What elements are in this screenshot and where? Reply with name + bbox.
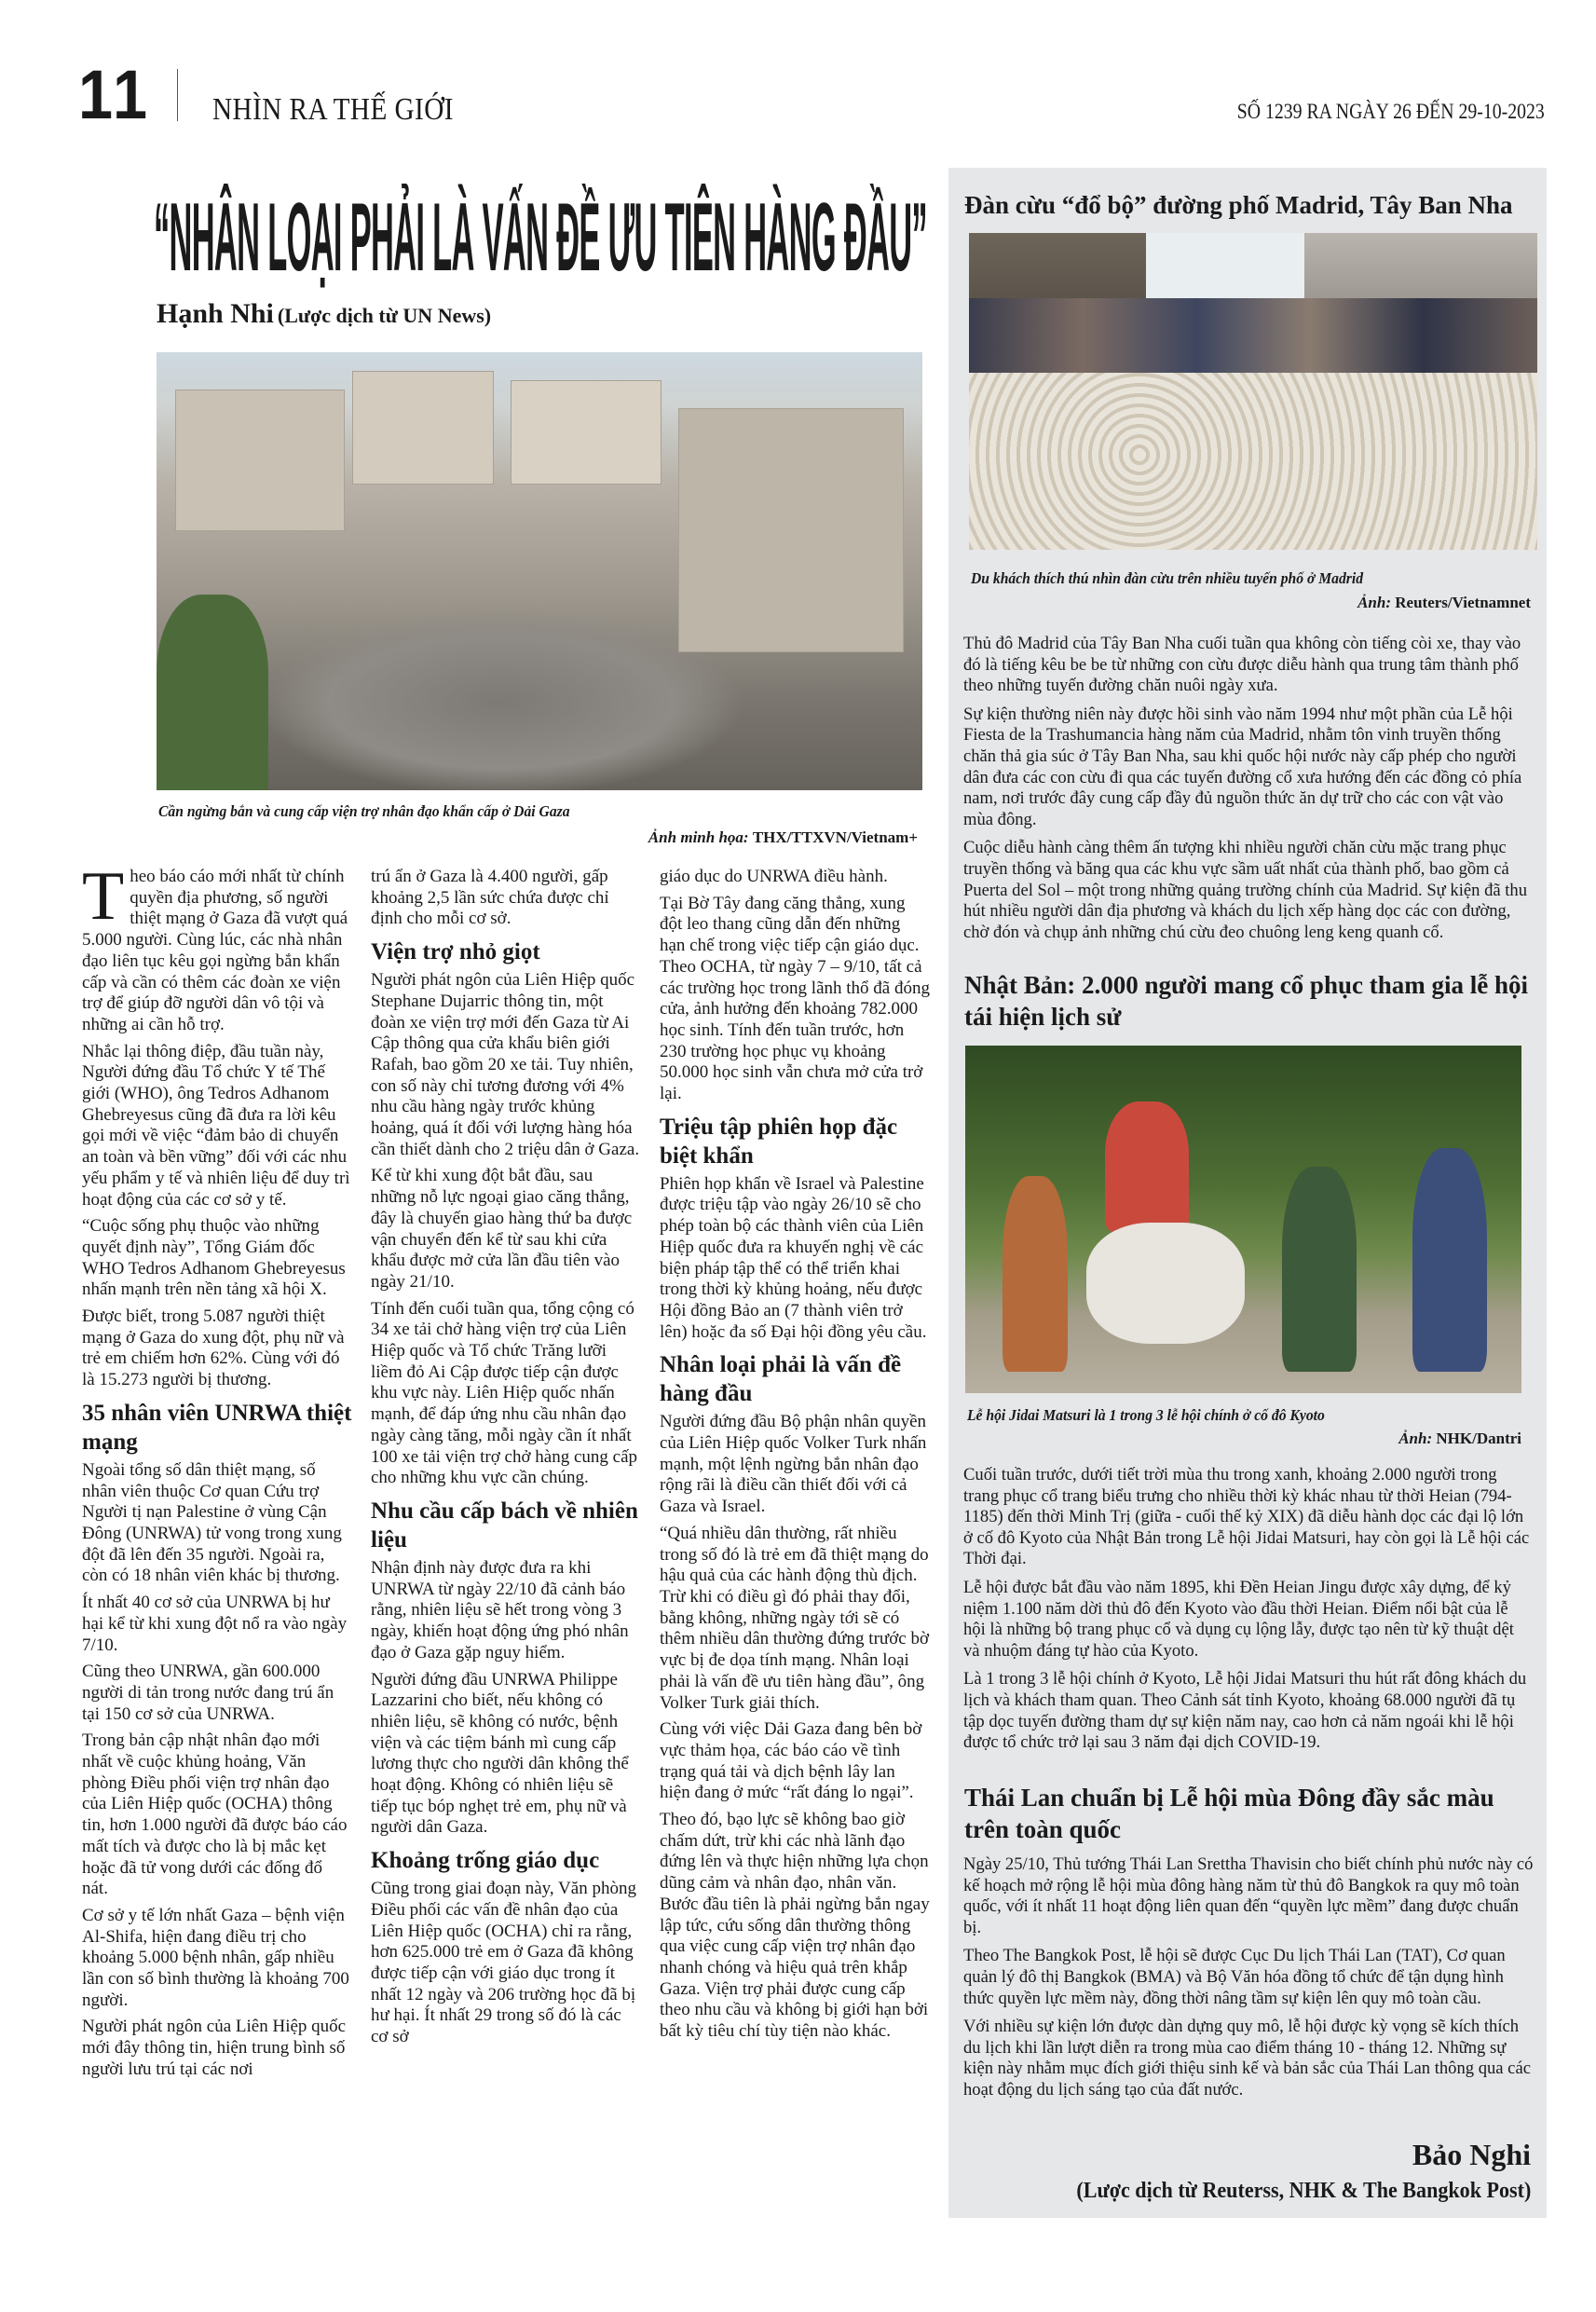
paragraph: Được biết, trong 5.087 người thiệt mạng ở Gaza do xung đột, phụ nữ và trẻ em chiếm hơn 62%. Cùng với đó là 15.273 người bị thương. bbox=[82, 1306, 345, 1390]
article-headline: “NHÂN LOẠI PHẢI LÀ VẤN ĐỀ ƯU TIÊN HÀNG ĐẦU” bbox=[154, 184, 927, 292]
madrid-credit-label: Ảnh: bbox=[1357, 594, 1392, 611]
madrid-sheep-photo bbox=[969, 233, 1537, 550]
japan-heading: Nhật Bản: 2.000 người mang cổ phục tham gia lễ hội tái hiện lịch sử bbox=[964, 971, 1528, 1031]
paragraph bbox=[82, 858, 352, 1036]
thailand-heading: Thái Lan chuẩn bị Lễ hội mùa Đông đầy sắc màu trên toàn quốc bbox=[964, 1784, 1494, 1843]
paragraph: giáo dục do UNRWA điều hành. bbox=[660, 867, 888, 886]
photo-caption: Cần ngừng bắn và cung cấp viện trợ nhân đạo khẩn cấp ở Dải Gaza bbox=[158, 802, 570, 820]
paragraph: Là 1 trong 3 lễ hội chính ở Kyoto, Lễ hội Jidai Matsuri thu hút rất đông khách du lịch và khách tham quan. Theo Cảnh sát tỉnh Kyoto, khoảng 68.000 người đã tụ tập dọc tuyến đường tham dự sự kiện năm nay, cao hơn cả năm ngoái khi lễ hội được tổ chức trở lại sau 3 năm đại dịch COVID-19. bbox=[963, 1669, 1527, 1753]
author-note: (Lược dịch từ UN News) bbox=[277, 304, 492, 327]
paragraph: Tại Bờ Tây đang căng thẳng, xung đột leo thang cũng dẫn đến những hạn chế trong việc tiếp cận giáo dục. Theo OCHA, từ ngày 7 – 9/10, tất cả các trường học trong lãnh thổ đã đóng cửa, ảnh hưởng đến khoảng 782.000 học sinh. Tính đến tuần trước, hơn 230 trường học phục vụ khoảng 50.000 học sinh vẫn chưa mở cửa trở lại. bbox=[660, 893, 930, 1104]
paragraph: trú ẩn ở Gaza là 4.400 người, gấp khoảng 2,5 lần sức chứa được chỉ định cho mỗi cơ sở. bbox=[371, 867, 609, 929]
paragraph: Ngày 25/10, Thủ tướng Thái Lan Srettha Thavisin cho biết chính phủ nước này có kế hoạch mở rộng lễ hội mùa đông hàng năm từ thủ đô Bangkok ra quy mô toàn quốc, với ít nhất 11 hoạt động liên quan đến “quyền lực mềm” đang được chuẩn bị. bbox=[963, 1854, 1534, 1937]
page-number: 11 bbox=[78, 56, 151, 133]
paragraph: Phiên họp khẩn về Israel và Palestine được triệu tập vào ngày 26/10 sẽ cho phép toàn bộ các thành viên của Liên Hiệp quốc đưa ra khuyến nghị về các biện pháp tập thể có thể triển khai trong thời kỳ khủng hoảng, nếu được Hội đồng Bảo an (7 thành viên trở lên) hoặc đa số Đại hội đồng yêu cầu. bbox=[660, 1173, 927, 1342]
subheading: 35 nhân viên UNRWA thiệt mạng bbox=[82, 1400, 352, 1455]
paragraph: Thủ đô Madrid của Tây Ban Nha cuối tuần qua không còn tiếng còi xe, thay vào đó là tiếng kêu be be từ những con cừu được diễu hành qua trung tâm thành phố theo những tuyến đường chăn nuôi ngày xưa. bbox=[963, 634, 1521, 696]
madrid-photo-credit bbox=[1357, 593, 1531, 613]
paragraph: Cùng với việc Dải Gaza đang bên bờ vực thảm họa, các báo cáo về tình trạng quá tải và dịch bệnh lây lan hiện đang ở mức “rất đáng lo ngại”. bbox=[660, 1719, 922, 1803]
kyoto-photo-credit bbox=[1398, 1429, 1521, 1449]
kyoto-credit-source: NHK/Dantri bbox=[1436, 1430, 1521, 1447]
paragraph: Cũng trong giai đoạn này, Văn phòng Điều phối các vấn đề nhân đạo của Liên Hiệp quốc (OCHA) chỉ ra rằng, hơn 625.000 trẻ em ở Gaza đã không được tiếp cận với giáo dục trong ít nhất 12 ngày và 206 trường học đã bị hư hại. Ít nhất 29 trong số đó là các cơ sở bbox=[371, 1879, 636, 2047]
paragraph: Cũng theo UNRWA, gần 600.000 người di tản trong nước đang trú ẩn tại 150 cơ sở của UNRWA. bbox=[82, 1662, 334, 1724]
drop-cap: T bbox=[82, 858, 125, 935]
madrid-heading: Đàn cừu “đổ bộ” đường phố Madrid, Tây Ban Nha bbox=[964, 191, 1513, 219]
paragraph: Cơ sở y tế lớn nhất Gaza – bệnh viện Al-Shifa, hiện đang điều trị cho khoảng 5.000 bệnh nhân, gấp nhiều lần con số bình thường là khoảng 700 người. bbox=[82, 1905, 349, 2010]
paragraph: “Quá nhiều dân thường, rất nhiều trong số đó là trẻ em đã thiệt mạng do hậu quả của các hành động thù địch. Trừ khi có điều gì đó phải thay đổi, bằng không, những ngày tới sẽ có thêm nhiều dân thường đứng trước bờ vực bị đe dọa tính mạng. Nhân loại phải là vấn đề ưu tiên hàng đầu”, ông Volker Turk giải thích. bbox=[660, 1523, 929, 1713]
madrid-photo-caption: Du khách thích thú nhìn đàn cừu trên nhiều tuyến phố ở Madrid bbox=[971, 569, 1364, 587]
sidebar-source-note: (Lược dịch từ Reuterss, NHK & The Bangkok Post) bbox=[1076, 2179, 1531, 2203]
subheading: Viện trợ nhỏ giọt bbox=[371, 939, 540, 965]
paragraph: Người phát ngôn của Liên Hiệp quốc mới đây thông tin, hiện trung bình số người lưu trú tại các nơi bbox=[82, 2017, 347, 2079]
paragraph: Lễ hội được bắt đầu vào năm 1895, khi Đền Heian Jingu được xây dựng, để kỷ niệm 1.100 năm dời thủ đô đến Kyoto vào đầu thời Heian. Điểm nổi bật của lễ hội là những bộ trang phục cổ và dụng cụ lộng lẫy, được tạo nên từ kỹ thuật dệt và nhuộm đáng tự hào của Kyoto. bbox=[963, 1577, 1514, 1661]
article-column-2 bbox=[371, 867, 641, 2054]
paragraph: Theo The Bangkok Post, lễ hội sẽ được Cục Du lịch Thái Lan (TAT), Cơ quan quản lý đô thị Bangkok (BMA) và Bộ Văn hóa đồng tổ chức để tận dụng hình thức quyền lực mềm này, đồng thời nâng tầm sự kiện lên quy mô toàn cầu. bbox=[963, 1946, 1506, 2008]
paragraph: Trong bản cập nhật nhân đạo mới nhất về cuộc khủng hoảng, Văn phòng Điều phối viện trợ nhân đạo của Liên Hiệp quốc (OCHA) thông tin, hơn 1.000 người đã được báo cáo mất tích và được cho là bị mắc kẹt hoặc đã tử vong dưới các đống đổ nát. bbox=[82, 1731, 348, 1899]
paragraph: “Cuộc sống phụ thuộc vào những quyết định này”, Tổng Giám đốc WHO Tedros Adhanom Ghebreyesus nhấn mạnh trên nền tảng xã hội X. bbox=[82, 1216, 346, 1300]
author-name: Hạnh Nhi bbox=[157, 298, 274, 329]
japan-body bbox=[963, 1465, 1534, 1761]
subheading: Khoảng trống giáo dục bbox=[371, 1848, 600, 1874]
subheading: Nhu cầu cấp bách về nhiên liệu bbox=[371, 1498, 638, 1553]
paragraph: Cuộc diễu hành càng thêm ấn tượng khi nhiều người chăn cừu mặc trang phục truyền thống và băng qua các khu vực sầm uất nhất của thành phố, bao gồm cả Puerta del Sol – một trong những quảng trường chính của Madrid. Sự kiện đã thu hút nhiều người dân địa phương và khách du lịch xếp hàng dọc các con đường, chờ đón và chụp ảnh những chú cừu đeo chuông leng keng quanh cổ. bbox=[963, 838, 1528, 942]
article-column-1 bbox=[82, 858, 352, 2086]
photo-credit-source: THX/TTXVN/Vietnam+ bbox=[752, 828, 918, 846]
header-divider bbox=[177, 69, 178, 121]
kyoto-festival-photo bbox=[965, 1046, 1521, 1393]
issue-info: SỐ 1239 RA NGÀY 26 ĐẾN 29-10-2023 bbox=[1236, 100, 1545, 123]
paragraph: Nhận định này được đưa ra khi UNRWA từ ngày 22/10 đã cảnh báo rằng, nhiên liệu sẽ hết trong vòng 3 ngày, khiến hoạt động ứng phó nhân đạo ở Gaza gặp nguy hiểm. bbox=[371, 1557, 629, 1662]
subheading: Nhân loại phải là vấn đề hàng đầu bbox=[660, 1352, 902, 1407]
madrid-body bbox=[963, 634, 1534, 951]
paragraph: Sự kiện thường niên này được hồi sinh vào năm 1994 như một phần của Lễ hội Fiesta de la Trashumancia hàng năm của Madrid, nhằm tôn vinh truyền thống chăn thả gia súc ở Tây Ban Nha, sau khi quốc hội nước này cấp phép cho người dân đưa các con cừu đi qua các tuyến đường cổ xưa hướng đến các đồng cỏ phía nam, nơi trước đây cung cấp đầy đủ nguồn thức ăn dự trữ cho các con vật vào mùa đông. bbox=[963, 704, 1522, 829]
paragraph: Kể từ khi xung đột bắt đầu, sau những nỗ lực ngoại giao căng thẳng, đây là chuyến giao hàng thứ ba được vận chuyển đến kể từ sau khi cửa khẩu được mở cửa lần đầu tiên vào ngày 21/10. bbox=[371, 1166, 633, 1292]
subheading: Triệu tập phiên họp đặc biệt khẩn bbox=[660, 1114, 898, 1169]
photo-credit-label: Ảnh minh họa: bbox=[648, 828, 749, 846]
gaza-rubble-photo bbox=[157, 352, 922, 790]
paragraph: Tính đến cuối tuần qua, tổng cộng có 34 xe tải chở hàng viện trợ của Liên Hiệp quốc và Tổ chức Trăng lưỡi liềm đỏ Ai Cập được tiếp cận được khu vực này. Liên Hiệp quốc nhấn mạnh, để đáp ứng nhu cầu nhân đạo ngày càng tăng, mỗi ngày cần ít nhất 100 xe tải viện trợ chở hàng cung cấp cho những khu vực cần chúng. bbox=[371, 1298, 638, 1488]
paragraph: Với nhiều sự kiện lớn được dàn dựng quy mô, lễ hội được kỳ vọng sẽ kích thích du lịch khi lần lượt diễn ra trong mùa cao điểm tháng 10 - tháng 12. Những sự kiện này nhằm mục đích giới thiệu sinh kế và bản sắc của Thái Lan thông qua các hoạt động du lịch sáng tạo của đất nước. bbox=[963, 2017, 1531, 2100]
thailand-body bbox=[963, 1854, 1534, 2109]
paragraph: Nhắc lại thông điệp, đầu tuần này, Người đứng đầu Tổ chức Y tế Thế giới (WHO), ông Tedros Adhanom Ghebreyesus cũng đã đưa ra lời kêu gọi mới về việc “đảm bảo di chuyển an toàn và bền vững” đối với các nhu yếu phẩm y tế và nhiên liệu để duy trì hoạt động của các cơ sở y tế. bbox=[82, 1041, 350, 1210]
photo-credit bbox=[648, 828, 918, 848]
madrid-credit-source: Reuters/Vietnamnet bbox=[1395, 594, 1531, 611]
paragraph: Người phát ngôn của Liên Hiệp quốc Stephane Dujarric thông tin, một đoàn xe viện trợ mới đến Gaza từ Ai Cập thông qua cửa khẩu biên giới Rafah, bao gồm 20 xe tải. Tuy nhiên, con số này chỉ tương đương với 4% nhu cầu hàng ngày trước khủng hoảng, quá ít đối với lượng hàng hóa cần thiết dành cho 2 triệu dân ở Gaza. bbox=[371, 970, 640, 1159]
paragraph: Cuối tuần trước, dưới tiết trời mùa thu trong xanh, khoảng 2.000 người trong trang phục cổ trang biểu trưng cho nhiều thời kỳ khác nhau từ thời Heian (794-1185) đến thời Minh Trị (giữa - cuối thế kỷ XIX) đã diễu hành dọc các đại lộ lớn ở cố đô Kyoto của Nhật Bản trong Lễ hội Jidai Matsuri, hay còn gọi là Lễ hội các Thời đại. bbox=[963, 1465, 1530, 1569]
paragraph: Ngoài tổng số dân thiệt mạng, số nhân viên thuộc Cơ quan Cứu trợ Người tị nạn Palestine ở vùng Cận Đông (UNRWA) tử vong trong xung đột đã lên đến 35 người. Ngoài ra, còn có 18 nhân viên khác bị thương. bbox=[82, 1459, 342, 1586]
paragraph: Theo đó, bạo lực sẽ không bao giờ chấm dứt, trừ khi các nhà lãnh đạo đứng lên và thực hiện những lựa chọn dũng cảm và nhân đạo, nhân văn. Bước đầu tiên là phải ngừng bắn ngay lập tức, cứu sống dân thường thông qua việc cung cấp viện trợ nhân đạo nhanh chóng và hiệu quả trên khắp Gaza. Viện trợ phải được cung cấp theo nhu cầu và không bị giới hạn bởi bất kỳ tiêu chí tùy tiện nào khác. bbox=[660, 1810, 930, 2042]
kyoto-credit-label: Ảnh: bbox=[1398, 1430, 1433, 1447]
paragraph-text: heo báo cáo mới nhất từ chính quyền địa phương, số người thiệt mạng ở Gaza đã vượt quá 5.000 người. Cùng lúc, các nhà nhân đạo liên tục kêu gọi ngừng bắn khẩn cấp và cần có thêm các đoàn xe viện trợ để giúp đỡ người dân vô tội và những ai cần hỗ trợ. bbox=[82, 867, 348, 1034]
article-column-3 bbox=[660, 867, 930, 2048]
kyoto-photo-caption: Lễ hội Jidai Matsuri là 1 trong 3 lễ hội chính ở cố đô Kyoto bbox=[967, 1406, 1325, 1424]
article-byline bbox=[157, 298, 491, 330]
paragraph: Ít nhất 40 cơ sở của UNRWA bị hư hại kể từ khi xung đột nổ ra vào ngày 7/10. bbox=[82, 1593, 348, 1655]
sidebar-author: Bảo Nghi bbox=[1412, 2138, 1531, 2171]
paragraph: Người đứng đầu UNRWA Philippe Lazzarini cho biết, nếu không có nhiên liệu, sẽ không có nước, bệnh viện và các tiệm bánh mì cung cấp lương thực cho người dân không thể hoạt động. Không có nhiên liệu sẽ tiếp tục bóp nghẹt trẻ em, phụ nữ và người dân Gaza. bbox=[371, 1669, 629, 1838]
section-title: NHÌN RA THẾ GIỚI bbox=[212, 92, 454, 127]
paragraph: Người đứng đầu Bộ phận nhân quyền của Liên Hiệp quốc Volker Turk nhấn mạnh, một lệnh ngừng bắn nhân đạo rộng rãi là điều cần thiết đối với cả Gaza và Israel. bbox=[660, 1412, 927, 1517]
